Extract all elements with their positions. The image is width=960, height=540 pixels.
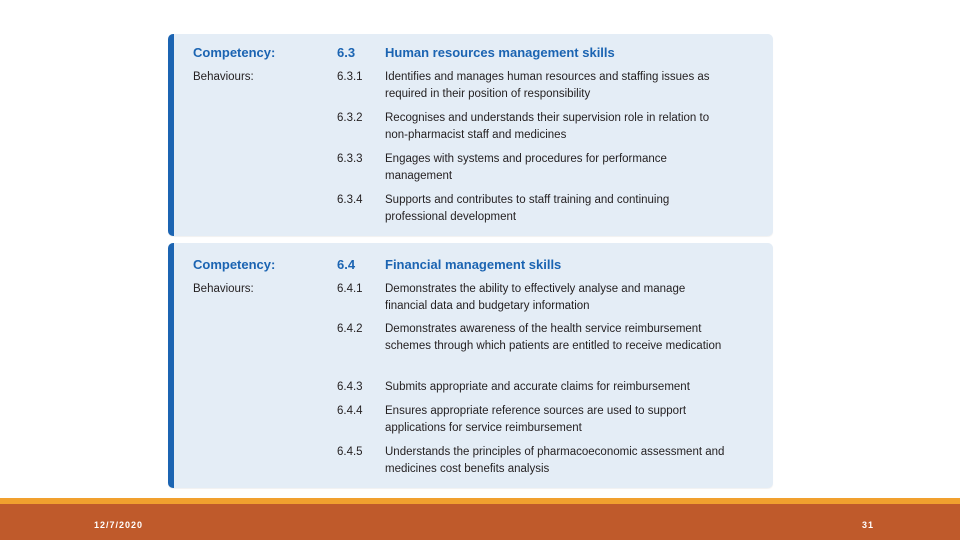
competency-label: Competency: <box>193 45 276 60</box>
behaviour-text: Engages with systems and procedures for performance management <box>385 153 667 182</box>
behaviour-text: Submits appropriate and accurate claims for reimbursement <box>385 381 690 393</box>
behaviour-number: 6.3.2 <box>337 112 363 124</box>
behaviour-number: 6.3.3 <box>337 153 363 165</box>
competency-card-6-4 <box>168 243 773 488</box>
behaviours-label: Behaviours: <box>193 71 254 83</box>
behaviour-text: Identifies and manages human resources and staffing issues as required in their position of responsibility <box>385 71 710 100</box>
competency-number: 6.4 <box>337 257 356 272</box>
competency-title: Financial management skills <box>385 257 562 272</box>
behaviour-number: 6.3.1 <box>337 71 363 83</box>
behaviour-text: Understands the principles of pharmacoeconomic assessment and medicines cost benefits analysis <box>385 446 725 475</box>
behaviour-number: 6.4.3 <box>337 381 363 393</box>
behaviour-number: 6.4.5 <box>337 446 363 458</box>
behaviours-label: Behaviours: <box>193 283 254 295</box>
behaviour-number: 6.4.4 <box>337 405 363 417</box>
behaviour-text: Ensures appropriate reference sources are used to support applications for service reimbursement <box>385 405 687 434</box>
behaviour-text: Supports and contributes to staff training and continuing professional development <box>385 194 670 223</box>
competency-number: 6.3 <box>337 45 356 60</box>
behaviour-text: Demonstrates the ability to effectively analyse and manage financial data and budgetary information <box>385 283 686 312</box>
behaviour-number: 6.4.2 <box>337 323 363 335</box>
slide-footer <box>0 504 960 540</box>
competency-card-6-3 <box>168 34 773 236</box>
page-number: 31 <box>861 520 874 530</box>
behaviour-number: 6.3.4 <box>337 194 363 206</box>
behaviour-text: Demonstrates awareness of the health service reimbursement schemes through which patients are entitled to receive medication <box>385 323 722 352</box>
behaviour-text: Recognises and understands their supervision role in relation to non-pharmacist staff and medicines <box>385 112 710 141</box>
behaviour-number: 6.4.1 <box>337 283 363 295</box>
competency-title: Human resources management skills <box>385 45 615 60</box>
footer-date: 12/7/2020 <box>94 520 144 530</box>
competency-label: Competency: <box>193 257 276 272</box>
